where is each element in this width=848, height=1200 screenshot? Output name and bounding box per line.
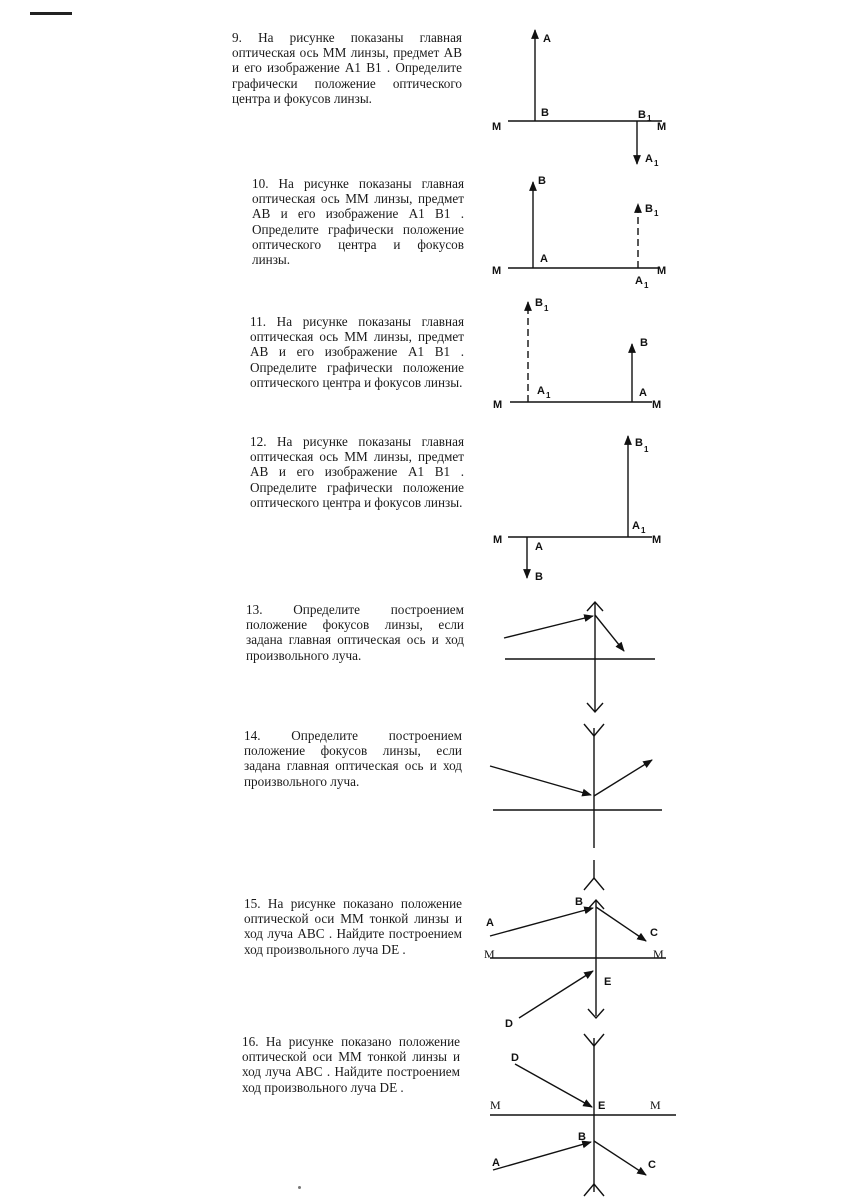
label-a: A [543, 33, 551, 45]
label-b: B [578, 1131, 586, 1143]
problem-body: На рисунке показаны главная оптическая ось MM линзы, предмет AB и его изображение A1 B1 . Определите графически положение оптического центра и фокусов линзы. [250, 314, 465, 390]
label-b: B [538, 175, 546, 187]
label-m: M [492, 265, 502, 277]
label-b: B [535, 571, 543, 583]
label-sub: 1 [654, 209, 659, 218]
problem-number: 10. [252, 176, 269, 191]
label-a: A [492, 1157, 500, 1169]
ray-13-out [595, 615, 624, 651]
problem-16-text [242, 1034, 460, 1095]
ray-16-de [515, 1064, 592, 1107]
scan-dot [298, 1186, 301, 1189]
problem-13-text [246, 602, 464, 663]
figures [480, 0, 848, 1200]
label-m: M [650, 1098, 661, 1112]
ray-14-in [490, 766, 591, 795]
label-sub: 1 [544, 304, 549, 313]
label-m: M [492, 121, 502, 133]
problem-9 [232, 30, 462, 106]
problem-15-text [244, 896, 462, 957]
problem-body: На рисунке показаны главная оптическая ось MM линзы, предмет AB и его изображение A1 B1 . Определите графически положение оптического центра и фокусов линзы. [252, 176, 465, 268]
ray-15-bc [596, 907, 646, 941]
label-sub: 1 [647, 114, 652, 123]
label-m: M [652, 534, 662, 546]
problem-9-text [232, 30, 462, 106]
label-e: E [598, 1100, 606, 1112]
problem-number: 15. [244, 896, 261, 911]
label-sub: 1 [641, 526, 646, 535]
label-sub: 1 [654, 159, 659, 168]
problem-14-text [244, 728, 462, 789]
ray-16-bc [594, 1141, 646, 1175]
label-m: M [490, 1098, 501, 1112]
label-b: B [541, 107, 549, 119]
label-a: A [486, 917, 494, 929]
label-a: A [535, 541, 543, 553]
problem-12-text [250, 434, 464, 510]
problem-10-text [252, 176, 464, 267]
label-a1: A [537, 385, 545, 397]
ray-15-ab [490, 908, 593, 936]
problem-body: На рисунке показано положение оптической оси MM тонкой линзы и ход луча ABC . Найдите построением ход произвольного луча DE . [244, 896, 463, 957]
label-d: D [505, 1018, 513, 1030]
problem-body: На рисунке показаны главная оптическая ось MM линзы, предмет AB и его изображение A1 B1 . Определите графически положение оптического центра и фокусов линзы. [250, 434, 465, 510]
problem-number: 11. [250, 314, 266, 329]
label-m: M [657, 265, 667, 277]
problem-10 [252, 176, 464, 267]
label-sub: 1 [644, 445, 649, 454]
problem-number: 16. [242, 1034, 259, 1049]
label-b1: B [638, 109, 646, 121]
problem-16 [242, 1034, 460, 1095]
ray-15-de [519, 971, 593, 1018]
problem-body: Определите построением положение фокусов линзы, если задана главная оптическая ось и ход произвольного луча. [246, 602, 464, 663]
label-a1: A [632, 520, 640, 532]
problem-body: На рисунке показано положение оптической оси MM тонкой линзы и ход луча ABC . Найдите построением ход произвольного луча DE . [242, 1034, 461, 1095]
label-m: M [493, 534, 503, 546]
scan-mark [30, 12, 72, 15]
label-d: D [511, 1052, 519, 1064]
problem-body: Определите построением положение фокусов линзы, если задана главная оптическая ось и ход произвольного луча. [244, 728, 462, 789]
problem-number: 14. [244, 728, 261, 743]
label-m: M [652, 399, 662, 411]
label-b: B [575, 896, 583, 908]
label-b1: B [645, 203, 653, 215]
problem-14 [244, 728, 462, 789]
problem-13 [246, 602, 464, 663]
ray-14-out [594, 760, 652, 796]
label-a: A [639, 387, 647, 399]
lens-14-bottom [584, 878, 604, 890]
ray-16-ab [493, 1142, 591, 1170]
problem-15 [244, 896, 462, 957]
label-b1: B [635, 437, 643, 449]
label-e: E [604, 976, 612, 988]
label-m: M [493, 399, 503, 411]
label-a1: A [635, 275, 643, 287]
problem-number: 13. [246, 602, 263, 617]
problem-body: На рисунке показаны главная оптическая ось MM линзы, предмет AB и его изображение A1 B1 . Определите графически положение оптического центра и фокусов линзы. [232, 30, 462, 106]
problem-number: 9. [232, 30, 242, 45]
label-m: M [484, 947, 495, 961]
label-sub: 1 [644, 281, 649, 290]
label-m: M [657, 121, 667, 133]
label-a1: A [645, 153, 653, 165]
problem-11 [250, 314, 464, 390]
label-c: C [650, 927, 658, 939]
problem-number: 12. [250, 434, 267, 449]
problem-11-text [250, 314, 464, 390]
label-b: B [640, 337, 648, 349]
label-sub: 1 [546, 391, 551, 400]
label-m: M [653, 947, 664, 961]
ray-13-in [504, 616, 593, 638]
label-b1: B [535, 297, 543, 309]
problem-12 [250, 434, 464, 510]
label-a: A [540, 253, 548, 265]
label-c: C [648, 1159, 656, 1171]
